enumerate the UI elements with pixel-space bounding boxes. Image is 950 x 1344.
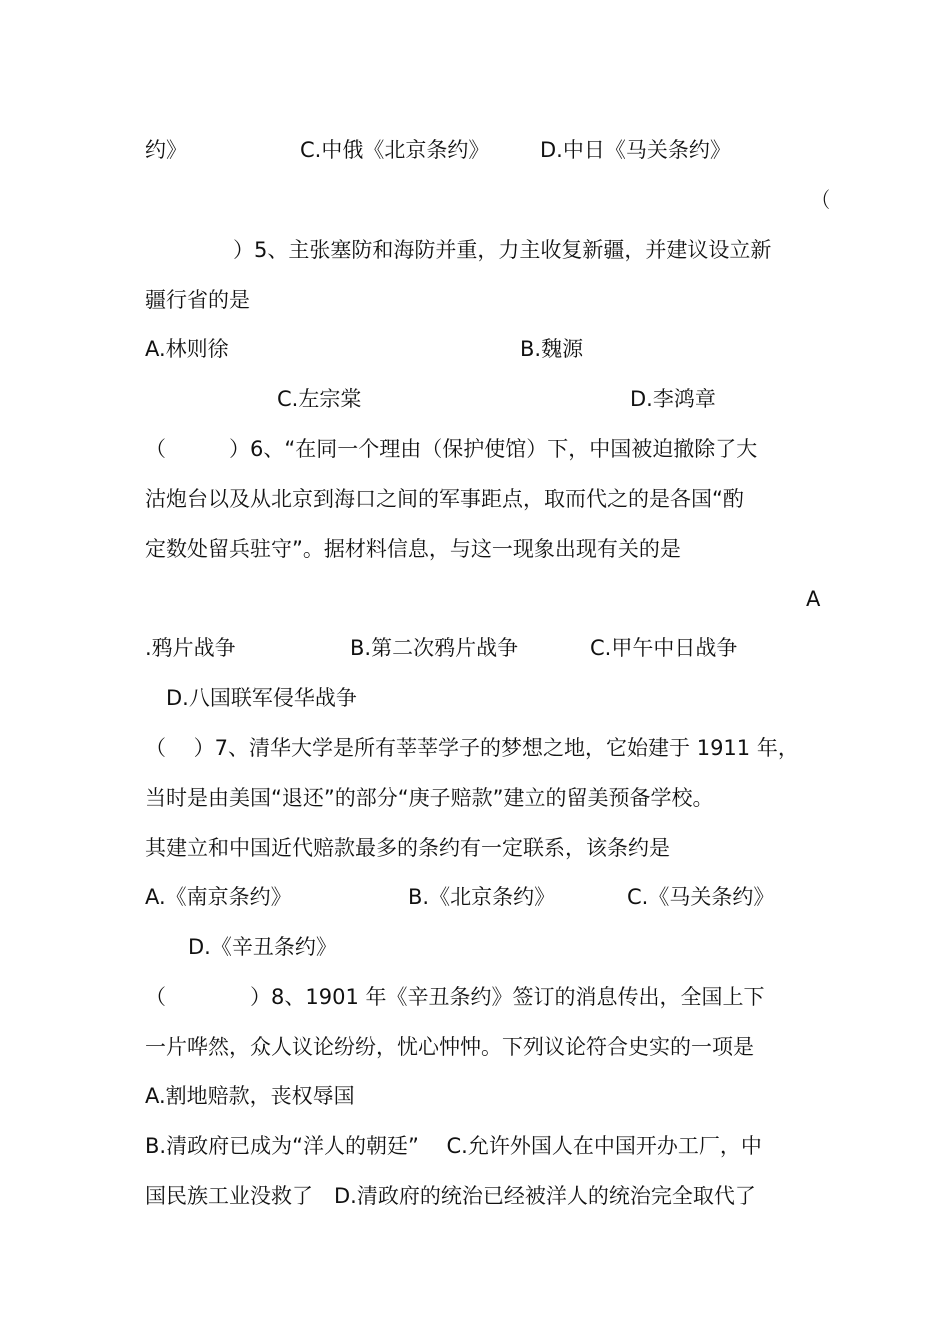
q6-line-1: （ ）6、“在同一个理由（保护使馆）下，中国被迫撤除了大 [145,437,758,461]
q5-option-d: D.李鸿章 [630,387,716,411]
q7-line-2: 当时是由美国“退还”的部分“庚子赔款”建立的留美预备学校。 [145,786,714,810]
q7-option-d: D.《辛丑条约》 [188,935,337,959]
q6-option-a: .鸦片战争 [145,636,236,660]
q8-line-2: 一片哗然，众人议论纷纷，忧心忡忡。下列议论符合史实的一项是 [145,1035,754,1059]
q7-option-c: C.《马关条约》 [627,885,775,909]
q7-line-3: 其建立和中国近代赔款最多的条约有一定联系，该条约是 [145,836,670,860]
q8-option-a: A.割地赔款，丧权辱国 [145,1084,355,1108]
q8-options-c-d: 国民族工业没救了 D.清政府的统治已经被洋人的统治完全取代了 [145,1184,756,1208]
q5-line-1: ）5、主张塞防和海防并重，力主收复新疆，并建议设立新 [233,238,772,262]
q5-line-2: 疆行省的是 [145,288,250,312]
q6-option-a-letter: A [806,587,821,611]
q6-line-3: 定数处留兵驻守”。据材料信息，与这一现象出现有关的是 [145,537,681,561]
q6-line-2: 沽炮台以及从北京到海口之间的军事距点，取而代之的是各国“酌 [145,487,744,511]
q5-paren-open: （ [812,188,830,212]
q8-options-b-c: B.清政府已成为“洋人的朝廷” C.允许外国人在中国开办工厂，中 [145,1134,762,1158]
q5-option-c: C.左宗棠 [277,387,362,411]
q7-line-1: （ ）7、清华大学是所有莘莘学子的梦想之地，它始建于 1911 年， [145,736,799,760]
q6-option-d: D.八国联军侵华战争 [166,686,357,710]
q7-option-a: A.《南京条约》 [145,885,292,909]
q6-option-c: C.甲午中日战争 [590,636,738,660]
q5-option-a: A.林则徐 [145,337,229,361]
q4-continuation: 约》 [145,138,187,162]
q8-line-1: （ ）8、1901 年《辛丑条约》签订的消息传出，全国上下 [145,985,765,1009]
q6-option-b: B.第二次鸦片战争 [350,636,519,660]
q5-option-b: B.魏源 [520,337,584,361]
q7-option-b: B.《北京条约》 [408,885,556,909]
q4-option-c: C.中俄《北京条约》 [300,138,490,162]
q4-option-d: D.中日《马关条约》 [540,138,731,162]
